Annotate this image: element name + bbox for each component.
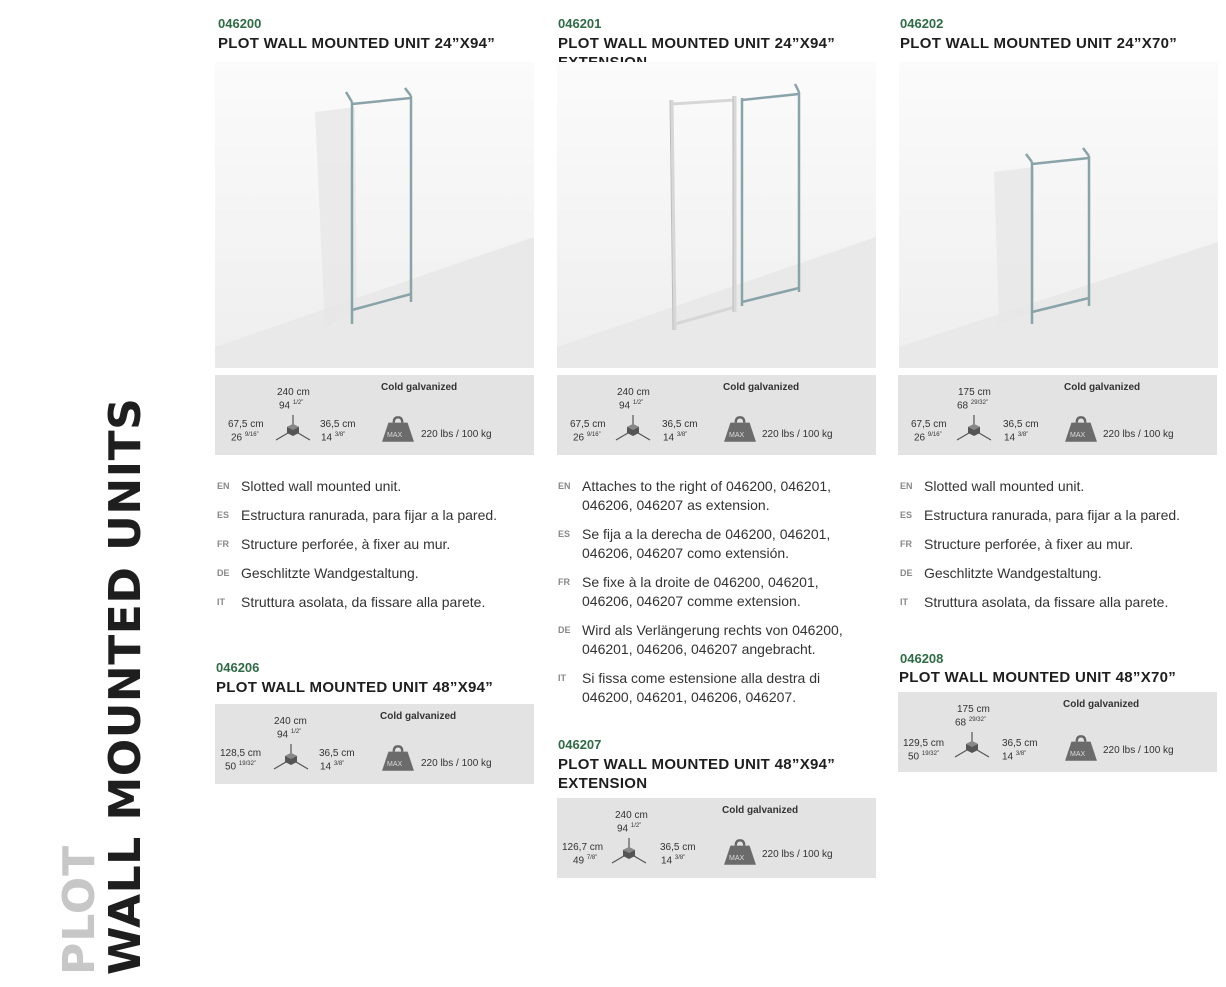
- spec-width-in: 26 $^{9/16”}$: [573, 432, 601, 444]
- spec-box-046200: [215, 375, 534, 455]
- spec-height-in: 94 $^{1/2”}$: [619, 400, 644, 412]
- product-image-046200: [215, 62, 534, 368]
- spec-height-cm: 240 cm: [274, 716, 307, 727]
- desc-row-en: EN Attaches to the right of 046200, 046201, 046206, 046207 as extension.: [558, 478, 832, 513]
- max-label: MAX: [729, 855, 745, 862]
- spec-depth-cm: 36,5 cm: [1002, 738, 1038, 749]
- spec-depth-cm: 36,5 cm: [662, 419, 698, 430]
- spec-width-cm: 67,5 cm: [911, 419, 947, 430]
- spec-box-046201: [557, 375, 876, 455]
- spec-box-046208: [898, 692, 1217, 772]
- spec-height-cm: 175 cm: [957, 704, 990, 715]
- product-title-046200: PLOT WALL MOUNTED UNIT 24”X94”: [218, 35, 496, 52]
- dimensions-icon: [611, 413, 655, 443]
- spec-finish: Cold galvanized: [722, 805, 799, 816]
- product-title-046202: PLOT WALL MOUNTED UNIT 24”X70”: [900, 35, 1178, 52]
- spec-height-cm: 175 cm: [958, 387, 991, 398]
- spec-depth-cm: 36,5 cm: [660, 842, 696, 853]
- spec-width-cm: 129,5 cm: [903, 738, 945, 749]
- product-code-046200: 046200: [218, 16, 262, 31]
- product-code-046202: 046202: [900, 16, 944, 31]
- description-046201: [558, 477, 878, 717]
- desc-row-es: ES Se fija a la derecha de 046200, 046201, 046206, 046207 como extensión.: [558, 526, 831, 561]
- spec-load: 220 lbs / 100 kg: [1103, 429, 1174, 440]
- max-label: MAX: [1070, 432, 1086, 439]
- spec-load: 220 lbs / 100 kg: [421, 758, 492, 769]
- side-title-brand: PLOT: [54, 844, 105, 975]
- desc-row-fr: FR Se fixe à la droite de 046200, 046201, 046206, 046207 comme extension.: [558, 574, 819, 609]
- desc-row-en: EN Slotted wall mounted unit.: [217, 478, 402, 494]
- spec-width-in: 50 $^{19/32”}$: [225, 761, 256, 773]
- spec-depth-cm: 36,5 cm: [319, 748, 355, 759]
- product-title-046208: PLOT WALL MOUNTED UNIT 48”X70”: [899, 669, 1177, 686]
- side-title: [54, 397, 151, 975]
- desc-row-en: EN Slotted wall mounted unit.: [900, 478, 1085, 494]
- desc-row-de: DE Geschlitzte Wandgestaltung.: [900, 565, 1102, 581]
- spec-finish: Cold galvanized: [381, 382, 458, 393]
- spec-width-in: 50 $^{19/32”}$: [908, 751, 939, 763]
- spec-depth-in: 14 $^{3/8”}$: [321, 432, 346, 444]
- spec-load: 220 lbs / 100 kg: [762, 849, 833, 860]
- spec-depth-cm: 36,5 cm: [320, 419, 356, 430]
- product-title-046207: PLOT WALL MOUNTED UNIT 48”X94” EXTENSION: [558, 756, 836, 792]
- spec-depth-in: 14 $^{3/8”}$: [1002, 751, 1027, 763]
- product-image-046201: [557, 62, 876, 368]
- dimensions-icon: [271, 413, 315, 443]
- description-046202: [900, 477, 1220, 622]
- spec-width-cm: 126,7 cm: [562, 842, 604, 853]
- max-label: MAX: [387, 432, 403, 439]
- spec-depth-in: 14 $^{3/8”}$: [661, 855, 686, 867]
- spec-width-cm: 67,5 cm: [228, 419, 264, 430]
- spec-depth-in: 14 $^{3/8”}$: [1004, 432, 1029, 444]
- spec-width-in: 49 $^{7/8”}$: [573, 855, 598, 867]
- spec-height-in: 94 $^{1/2”}$: [617, 823, 642, 835]
- dimensions-icon: [950, 730, 994, 760]
- spec-load: 220 lbs / 100 kg: [1103, 745, 1174, 756]
- spec-finish: Cold galvanized: [723, 382, 800, 393]
- spec-height-in: 94 $^{1/2”}$: [279, 400, 304, 412]
- spec-width-in: 26 $^{9/16”}$: [231, 432, 259, 444]
- dimensions-icon: [952, 413, 996, 443]
- product-code-046208: 046208: [900, 651, 944, 666]
- max-label: MAX: [729, 432, 745, 439]
- spec-width-cm: 128,5 cm: [220, 748, 262, 759]
- dimensions-icon: [607, 836, 651, 866]
- spec-load: 220 lbs / 100 kg: [762, 429, 833, 440]
- spec-box-046206: [215, 704, 534, 784]
- product-code-046201: 046201: [558, 16, 602, 31]
- desc-row-es: ES Estructura ranurada, para fijar a la pared.: [217, 507, 498, 523]
- spec-height-in: 68 $^{29/32”}$: [955, 717, 986, 729]
- product-title-046206: PLOT WALL MOUNTED UNIT 48”X94”: [216, 679, 494, 696]
- desc-row-de: DE Wird als Verlängerung rechts von 046200, 046201, 046206, 046207 angebracht.: [558, 622, 843, 657]
- spec-width-cm: 67,5 cm: [570, 419, 606, 430]
- description-046200: [217, 477, 537, 622]
- desc-row-fr: FR Structure perforée, à fixer au mur.: [217, 536, 451, 552]
- spec-depth-in: 14 $^{3/8”}$: [663, 432, 688, 444]
- product-code-046206: 046206: [216, 660, 260, 675]
- spec-depth-in: 14 $^{3/8”}$: [320, 761, 345, 773]
- max-label: MAX: [1070, 751, 1086, 758]
- spec-box-046207: [557, 798, 876, 878]
- desc-row-fr: FR Structure perforée, à fixer au mur.: [900, 536, 1134, 552]
- spec-depth-cm: 36,5 cm: [1003, 419, 1039, 430]
- desc-row-it: IT Struttura asolata, da fissare alla parete.: [217, 594, 486, 610]
- spec-finish: Cold galvanized: [1064, 382, 1141, 393]
- spec-height-in: 94 $^{1/2”}$: [277, 729, 302, 741]
- spec-height-in: 68 $^{29/32”}$: [957, 400, 988, 412]
- dimensions-icon: [269, 742, 313, 772]
- product-code-046207: 046207: [558, 737, 602, 752]
- spec-finish: Cold galvanized: [1063, 699, 1140, 710]
- desc-row-it: IT Si fissa come estensione alla destra di 046200, 046201, 046206, 046207.: [558, 670, 821, 705]
- desc-row-es: ES Estructura ranurada, para fijar a la pared.: [900, 507, 1181, 523]
- max-label: MAX: [387, 761, 403, 768]
- product-image-046202: [899, 62, 1218, 368]
- spec-load: 220 lbs / 100 kg: [421, 429, 492, 440]
- spec-height-cm: 240 cm: [615, 810, 648, 821]
- desc-row-it: IT Struttura asolata, da fissare alla parete.: [900, 594, 1169, 610]
- side-title-category: WALL MOUNTED UNITS: [100, 397, 151, 975]
- spec-finish: Cold galvanized: [380, 711, 457, 722]
- spec-box-046202: [898, 375, 1217, 455]
- product-title-046201: PLOT WALL MOUNTED UNIT 24”X94”: [558, 35, 836, 52]
- spec-height-cm: 240 cm: [617, 387, 650, 398]
- spec-width-in: 26 $^{9/16”}$: [914, 432, 942, 444]
- spec-height-cm: 240 cm: [277, 387, 310, 398]
- desc-row-de: DE Geschlitzte Wandgestaltung.: [217, 565, 419, 581]
